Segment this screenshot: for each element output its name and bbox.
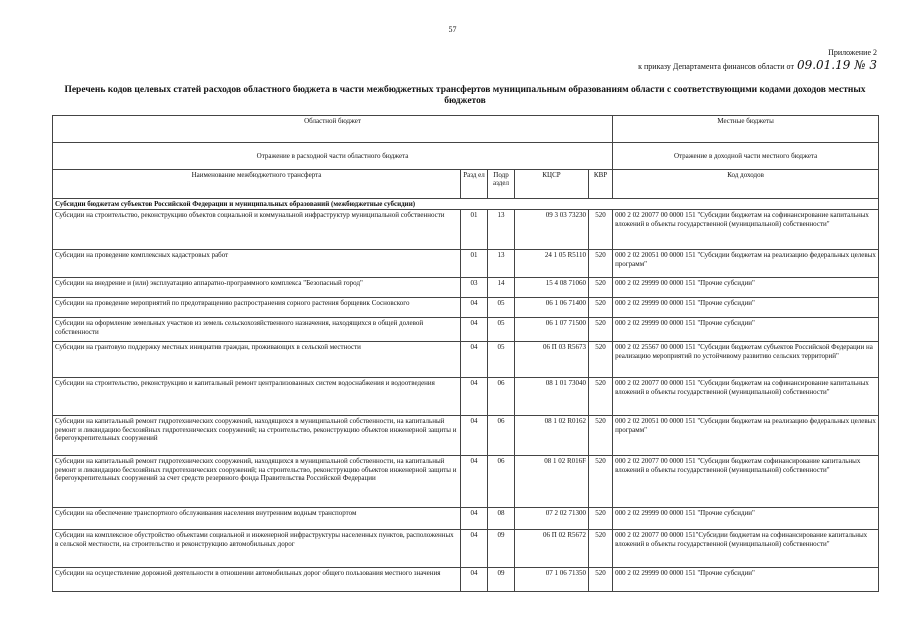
cell-kcsr: 07 1 06 71350	[515, 568, 589, 592]
cell-podr: 06	[488, 416, 515, 456]
cell-kvr: 520	[589, 318, 613, 342]
cell-kvr: 520	[589, 378, 613, 416]
cell-razd: 03	[461, 278, 488, 298]
cell-podr: 14	[488, 278, 515, 298]
cell-name: Субсидии на обеспечение транспортного обслуживания населения внутренним водным транспортом	[53, 508, 461, 530]
cell-razd: 01	[461, 250, 488, 278]
cell-kcsr: 09 3 03 73230	[515, 210, 589, 250]
cell-razd: 04	[461, 456, 488, 508]
cell-kcsr: 06 П 02 R5672	[515, 530, 589, 568]
handwritten-date-number: 09.01.19 № 3	[796, 58, 877, 72]
col-header-podr: Подр аздел	[488, 170, 515, 199]
cell-income: 000 2 02 29999 00 0000 151 "Прочие субсидии"	[613, 298, 879, 318]
cell-kvr: 520	[589, 456, 613, 508]
cell-podr: 13	[488, 210, 515, 250]
col-header-kvr: КВР	[589, 170, 613, 199]
table-row	[53, 568, 879, 592]
cell-income: 000 2 02 29999 00 0000 151 "Прочие субсидии"	[613, 318, 879, 342]
cell-income: 000 2 02 20077 00 0000 151 "Субсидии бюджетам на софинансирование капитальных вложений в объекты государственной (муниципальной) собственности"	[613, 378, 879, 416]
cell-razd: 04	[461, 342, 488, 378]
cell-income: 000 2 02 29999 00 0000 151 "Прочие субсидии"	[613, 278, 879, 298]
header-reflect-income: Отражение в доходной части местного бюджета	[613, 143, 879, 170]
cell-name: Субсидии на проведение мероприятий по предотвращению распространения сорного растения борщевик Сосновского	[53, 298, 461, 318]
cell-kvr: 520	[589, 250, 613, 278]
cell-kcsr: 06 1 07 71500	[515, 318, 589, 342]
cell-podr: 06	[488, 456, 515, 508]
cell-podr: 09	[488, 530, 515, 568]
table-row	[53, 508, 879, 530]
cell-kcsr: 06 1 06 71400	[515, 298, 589, 318]
cell-kvr: 520	[589, 210, 613, 250]
cell-podr: 05	[488, 318, 515, 342]
cell-name: Субсидии на строительство, реконструкцию и капитальный ремонт централизованных систем водоснабжения и водоотведения	[53, 378, 461, 416]
cell-kcsr: 07 2 02 71300	[515, 508, 589, 530]
cell-kvr: 520	[589, 298, 613, 318]
cell-name: Субсидии на внедрение и (или) эксплуатацию аппаратно-программного комплекса "Безопасный город"	[53, 278, 461, 298]
col-header-name: Наименование межбюджетного трансферта	[53, 170, 461, 199]
section-row: Субсидии бюджетам субъектов Российской Федерации и муниципальных образований (межбюджетные субсидии)	[53, 199, 879, 210]
cell-podr: 05	[488, 342, 515, 378]
cell-podr: 09	[488, 568, 515, 592]
table-row	[53, 456, 879, 508]
cell-income: 000 2 02 20077 00 0000 151"Субсидии бюджетам на софинансирование капитальных вложений в объекты государственной (муниципальной) собственности"	[613, 530, 879, 568]
cell-podr: 08	[488, 508, 515, 530]
table-row	[53, 278, 879, 298]
cell-income: 000 2 02 20077 00 0000 151 "Субсидии бюджетам софинансирование капитальных вложений в объекты государственной (муниципальной) собственности"	[613, 456, 879, 508]
table-row	[53, 210, 879, 250]
cell-name: Субсидии на комплексное обустройство объектами социальной и инженерной инфраструктуры населенных пунктов, расположенных в сельской местности, на строительство и реконструкцию автомобильных дорог	[53, 530, 461, 568]
document-title: Перечень кодов целевых статей расходов областного бюджета в части межбюджетных трансфертов муниципальным образованиям области с соответствующими кодами доходов местных бюджетов	[64, 85, 866, 106]
cell-name: Субсидии на оформление земельных участков из земель сельскохозяйственного назначения, находящихся в общей долевой собственности	[53, 318, 461, 342]
cell-income: 000 2 02 29999 00 0000 151 "Прочие субсидии"	[613, 568, 879, 592]
cell-name: Субсидии на капитальный ремонт гидротехнических сооружений, находящихся в муниципальной собственности, на капитальный ремонт и ликвидацию бесхозяйных гидротехнических сооружений; на строительство, реконструкцию объектов инженерной защиты и берегоукрепительных сооружений	[53, 416, 461, 456]
appendix-label: Приложение 2	[828, 48, 877, 57]
cell-income: 000 2 02 20051 00 0000 151 "Субсидии бюджетам на реализацию федеральных целевых программ"	[613, 250, 879, 278]
cell-income: 000 2 02 20077 00 0000 151 "Субсидии бюджетам на софинансирование капитальных вложений в объекты государственной (муниципальной) собственности"	[613, 210, 879, 250]
col-header-income: Код доходов	[613, 170, 879, 199]
cell-razd: 04	[461, 378, 488, 416]
table-row	[53, 378, 879, 416]
cell-kcsr: 24 1 05 R5110	[515, 250, 589, 278]
appendix-order-text: к приказу Департамента финансов области от	[638, 62, 794, 71]
cell-kvr: 520	[589, 530, 613, 568]
table-row	[53, 318, 879, 342]
header-reflect-expense: Отражение в расходной части областного бюджета	[53, 143, 613, 170]
header-local-budgets: Местные бюджеты	[613, 116, 879, 143]
cell-podr: 05	[488, 298, 515, 318]
table-body	[53, 210, 879, 592]
table-row	[53, 416, 879, 456]
cell-razd: 04	[461, 298, 488, 318]
cell-razd: 04	[461, 318, 488, 342]
cell-razd: 04	[461, 508, 488, 530]
cell-name: Субсидии на проведение комплексных кадастровых работ	[53, 250, 461, 278]
cell-kcsr: 06 П 03 R5673	[515, 342, 589, 378]
header-regional-budget: Областной бюджет	[53, 116, 613, 143]
cell-razd: 04	[461, 568, 488, 592]
cell-income: 000 2 02 20051 00 0000 151 "Субсидии бюджетам на реализацию федеральных целевых программ"	[613, 416, 879, 456]
cell-razd: 04	[461, 530, 488, 568]
cell-kvr: 520	[589, 278, 613, 298]
cell-razd: 01	[461, 210, 488, 250]
col-header-kcsr: КЦСР	[515, 170, 589, 199]
table-row	[53, 342, 879, 378]
table-row	[53, 250, 879, 278]
cell-name: Субсидии на грантовую поддержку местных инициатив граждан, проживающих в сельской местности	[53, 342, 461, 378]
cell-podr: 13	[488, 250, 515, 278]
cell-kcsr: 08 1 01 73040	[515, 378, 589, 416]
appendix-order-line	[638, 58, 877, 72]
cell-income: 000 2 02 25567 00 0000 151 "Субсидии бюджетам субъектов Российской Федерации на реализацию мероприятий по устойчивому развитию сельских территорий"	[613, 342, 879, 378]
cell-name: Субсидии на осуществление дорожной деятельности в отношении автомобильных дорог общего пользования местного значения	[53, 568, 461, 592]
table-row	[53, 530, 879, 568]
cell-kvr: 520	[589, 416, 613, 456]
cell-kcsr: 08 1 02 R0162	[515, 416, 589, 456]
table-row	[53, 298, 879, 318]
cell-podr: 06	[488, 378, 515, 416]
cell-kcsr: 08 1 02 R016F	[515, 456, 589, 508]
cell-name: Субсидии на строительство, реконструкцию объектов социальной и коммунальной инфраструктур муниципальной собственности	[53, 210, 461, 250]
cell-kvr: 520	[589, 568, 613, 592]
cell-kcsr: 15 4 08 71060	[515, 278, 589, 298]
cell-name: Субсидии на капитальный ремонт гидротехнических сооружений, находящихся в муниципальной собственности, на капитальный ремонт и ликвидацию бесхозяйных гидротехнических сооружений; на строительство, реконструкцию объектов инженерной защиты и берегоукрепительных сооружений за счет средств резервного фонда Правительства Российской Федерации	[53, 456, 461, 508]
cell-kvr: 520	[589, 342, 613, 378]
col-header-razd: Разд ел	[461, 170, 488, 199]
cell-income: 000 2 02 29999 00 0000 151 "Прочие субсидии"	[613, 508, 879, 530]
cell-kvr: 520	[589, 508, 613, 530]
codes-table	[52, 115, 879, 592]
page-number: 57	[448, 25, 457, 34]
cell-razd: 04	[461, 416, 488, 456]
